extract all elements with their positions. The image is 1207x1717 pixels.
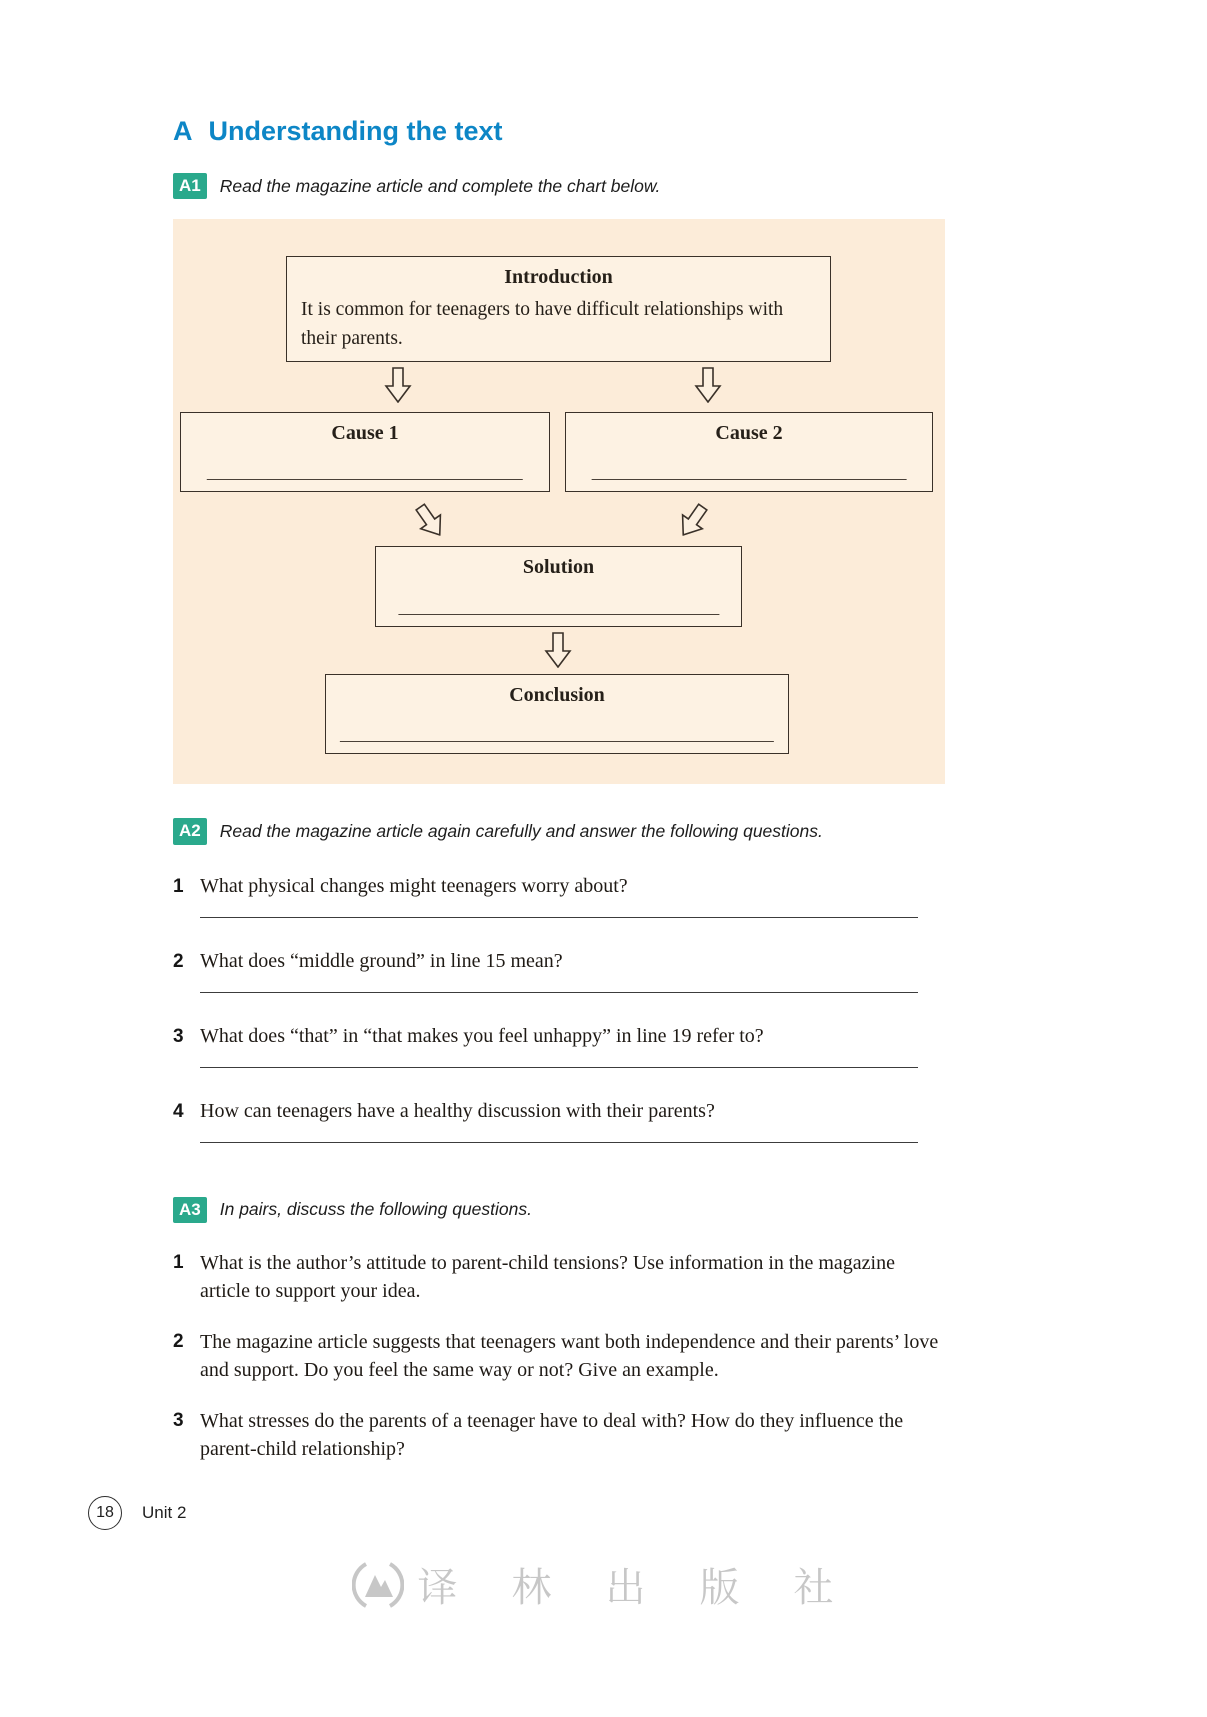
introduction-box xyxy=(286,256,831,362)
question-number: 2 xyxy=(173,950,184,972)
publisher-logo-icon xyxy=(352,1559,404,1611)
down-left-arrow-icon xyxy=(671,498,715,544)
publisher-watermark xyxy=(352,1556,856,1613)
cause2-answer-line xyxy=(592,479,907,480)
unit-label: Unit 2 xyxy=(142,1503,187,1522)
question-item xyxy=(173,948,945,993)
cause2-title: Cause 2 xyxy=(715,422,783,445)
flow-chart-panel xyxy=(173,219,945,784)
down-arrow-icon xyxy=(694,367,722,403)
task-a3-instruction: In pairs, discuss the following questions. xyxy=(219,1199,532,1220)
a2-question-list xyxy=(173,873,945,1143)
answer-line xyxy=(200,1142,918,1143)
task-a2-instruction: Read the magazine article again carefully and answer the following questions. xyxy=(219,820,823,841)
answer-line xyxy=(200,917,918,918)
question-item xyxy=(173,873,945,918)
question-text: What does “that” in “that makes you feel unhappy” in line 19 refer to? xyxy=(200,1024,764,1047)
question-text: How can teenagers have a healthy discussion with their parents? xyxy=(200,1099,715,1122)
task-a1-badge: A1 xyxy=(173,173,207,199)
cause1-title: Cause 1 xyxy=(331,422,399,445)
conclusion-box xyxy=(325,674,789,754)
solution-title: Solution xyxy=(522,556,595,579)
cause1-box xyxy=(180,412,550,492)
down-arrow-icon xyxy=(384,367,412,403)
solution-answer-line xyxy=(398,614,719,615)
question-number: 3 xyxy=(173,1409,184,1431)
introduction-text: It is common for teenagers to have difficult relationships with their parents. xyxy=(301,299,784,349)
discussion-item xyxy=(173,1249,945,1305)
question-text: The magazine article suggests that teenagers want both independence and their parents’ love and support. Do you feel the same way or not? Give an example. xyxy=(200,1330,939,1381)
section-letter: A xyxy=(173,116,193,146)
question xyxy=(173,1023,945,1050)
question-text: What is the author’s attitude to parent-child tensions? Use information in the magazine article to support your idea. xyxy=(200,1251,895,1302)
question-number: 2 xyxy=(173,1330,184,1352)
a3-question-list xyxy=(173,1249,945,1463)
task-a2-badge: A2 xyxy=(173,818,207,844)
task-a2-row xyxy=(173,818,945,844)
down-right-arrow-icon xyxy=(408,498,452,544)
question-text: What does “middle ground” in line 15 mean? xyxy=(200,949,563,972)
task-a3-row xyxy=(173,1197,945,1223)
section-title: Understanding the text xyxy=(208,116,503,146)
task-a1-row xyxy=(173,173,945,199)
question-text: What physical changes might teenagers worry about? xyxy=(200,874,628,897)
question-item xyxy=(173,1098,945,1143)
discussion-item xyxy=(173,1328,945,1384)
question-number: 4 xyxy=(173,1100,184,1122)
question-text: What stresses do the parents of a teenager have to deal with? How do they influence the parent-child relationship? xyxy=(200,1409,904,1460)
discussion-item xyxy=(173,1407,945,1463)
cause2-box xyxy=(565,412,933,492)
cause1-answer-line xyxy=(207,479,523,480)
publisher-name: 译 林 出 版 社 xyxy=(417,1565,856,1610)
page-number-badge: 18 xyxy=(88,1496,122,1530)
question-number: 3 xyxy=(173,1025,184,1047)
section-heading xyxy=(173,116,945,147)
question-number: 1 xyxy=(173,875,184,897)
conclusion-answer-line xyxy=(340,741,774,742)
question-number: 1 xyxy=(173,1251,184,1273)
introduction-title: Introduction xyxy=(504,266,613,289)
page-content xyxy=(173,116,945,1463)
page-footer xyxy=(88,1496,186,1530)
down-arrow-icon xyxy=(544,632,572,668)
answer-line xyxy=(200,1067,918,1068)
answer-line xyxy=(200,992,918,993)
question xyxy=(173,873,945,900)
conclusion-title: Conclusion xyxy=(509,684,605,707)
task-a3-badge: A3 xyxy=(173,1197,207,1223)
task-a1-instruction: Read the magazine article and complete the chart below. xyxy=(219,175,661,196)
question-item xyxy=(173,1023,945,1068)
question xyxy=(173,1098,945,1125)
question xyxy=(173,948,945,975)
solution-box xyxy=(375,546,742,627)
